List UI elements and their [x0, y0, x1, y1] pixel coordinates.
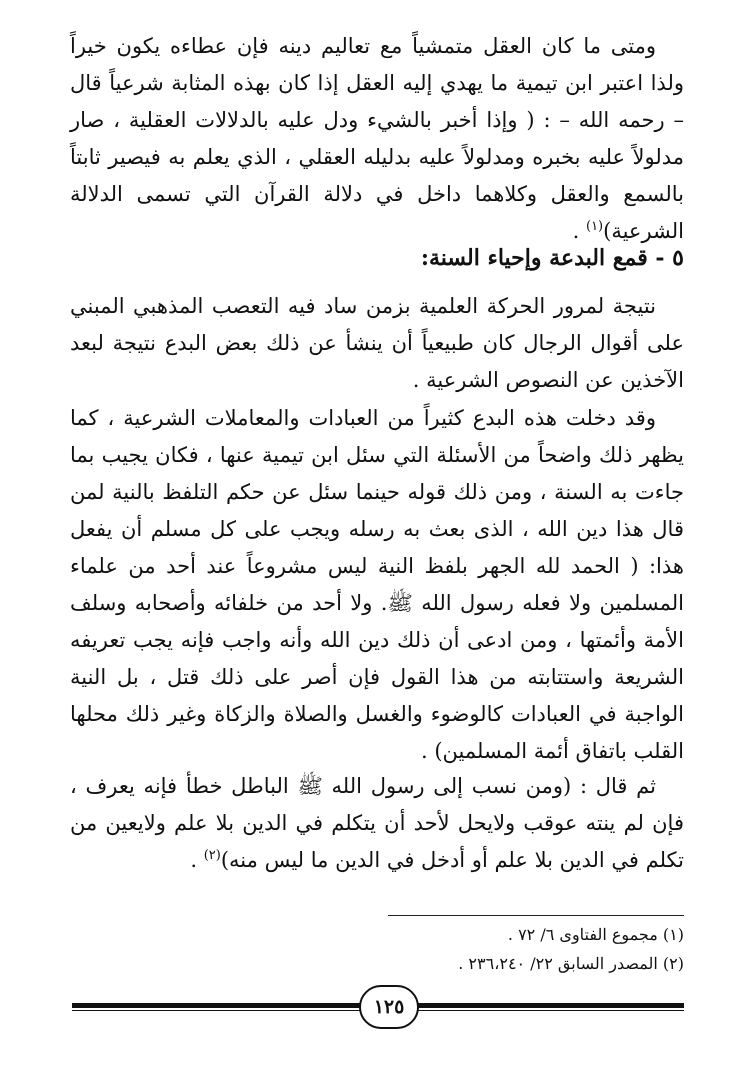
footnote-ref-2[interactable]: (٢) [203, 848, 221, 863]
paragraph-1 [70, 28, 684, 250]
paragraph-reason [70, 28, 684, 250]
paragraph-2: نتيجة لمرور الحركة العلمية بزمن ساد فيه التعصب المذهبي المبني على أقوال الرجال كان طبيعياً أن ينشأ عن ذلك بعض البدع نتيجة لبعد الآخذين عن النصوص الشرعية . [70, 294, 684, 392]
paragraph-2-block [70, 288, 684, 399]
paragraph-3: وقد دخلت هذه البدع كثيراً من العبادات والمعاملات الشرعية ، كما يظهر ذلك واضحاً من الأسئلة التي سئل ابن تيمية عنها ، فكان يجيب بما جاءت به السنة ، ومن ذلك قوله حينما سئل عن حكم التلفظ بالنية لمن قال هذا دين الله ، الذى بعث به رسله ويجب على كل مسلم أن يفعل هذا: ( الحمد لله الجهر بلفظ النية ليس مشروعاً عند أحد من علماء المسلمين ولا فعله رسول الله ﷺ. ولا أحد من خلفائه وأصحابه وسلف الأمة وأئمتها ، ومن ادعى أن ذلك دين الله وأنه واجب فإنه يجب تعريفه الشريعة واستتابته من هذا القول فإن أصر على ذلك قتل ، بل النية الواجبة في العبادات كالوضوء والغسل والصلاة والزكاة وغير ذلك محلها القلب باتفاق أئمة المسلمين) . [70, 406, 684, 763]
footnote-divider [388, 915, 684, 916]
footnote-1: (١) مجموع الفتاوى ٦/ ٧٢ . [507, 925, 684, 944]
paragraph-1-text: ومتى ما كان العقل متمشياً مع تعاليم دينه فإن عطاءه يكون خيراً ولذا اعتبر ابن تيمية ما يهدي إليه العقل إذا كان بهذه المثابة شرعياً قال – رحمه الله – : ( وإذا أخبر بالشيء ودل عليه بالدلالات العقلية ، صار مدلولاً عليه بخبره ومدلولاً عليه بدليله العقلي ، الذي يعلم به فيصير ثابتاً بالسمع والعقل وكلاهما داخل في دلالة القرآن التي تسمى الدلالة الشرعية) [70, 34, 684, 243]
page-number: ١٢٥ [359, 985, 419, 1029]
footnotes [300, 920, 684, 978]
footnote-2: (٢) المصدر السابق ٢٢/ ٢٣٦،٢٤٠ . [458, 954, 684, 973]
section-heading: ٥ - قمع البدعة وإحياء السنة: [420, 245, 684, 271]
footnote-ref-1[interactable]: (١) [585, 219, 604, 234]
period-2: . [190, 848, 204, 872]
paragraph-4-text: ثم قال : (ومن نسب إلى رسول الله ﷺ الباطل خطأ فإنه يعرف ، فإن لم ينته عوقب ولايحل لأحد أن يتكلم في الدين بلا علم ولايعين من تكلم في الدين بلا علم أو أدخل في الدين ما ليس منه) [70, 774, 684, 872]
period-1: . [572, 219, 586, 243]
paragraph-4 [70, 768, 684, 879]
paragraph-3-block [70, 400, 684, 770]
paragraph-4-block [70, 768, 684, 879]
